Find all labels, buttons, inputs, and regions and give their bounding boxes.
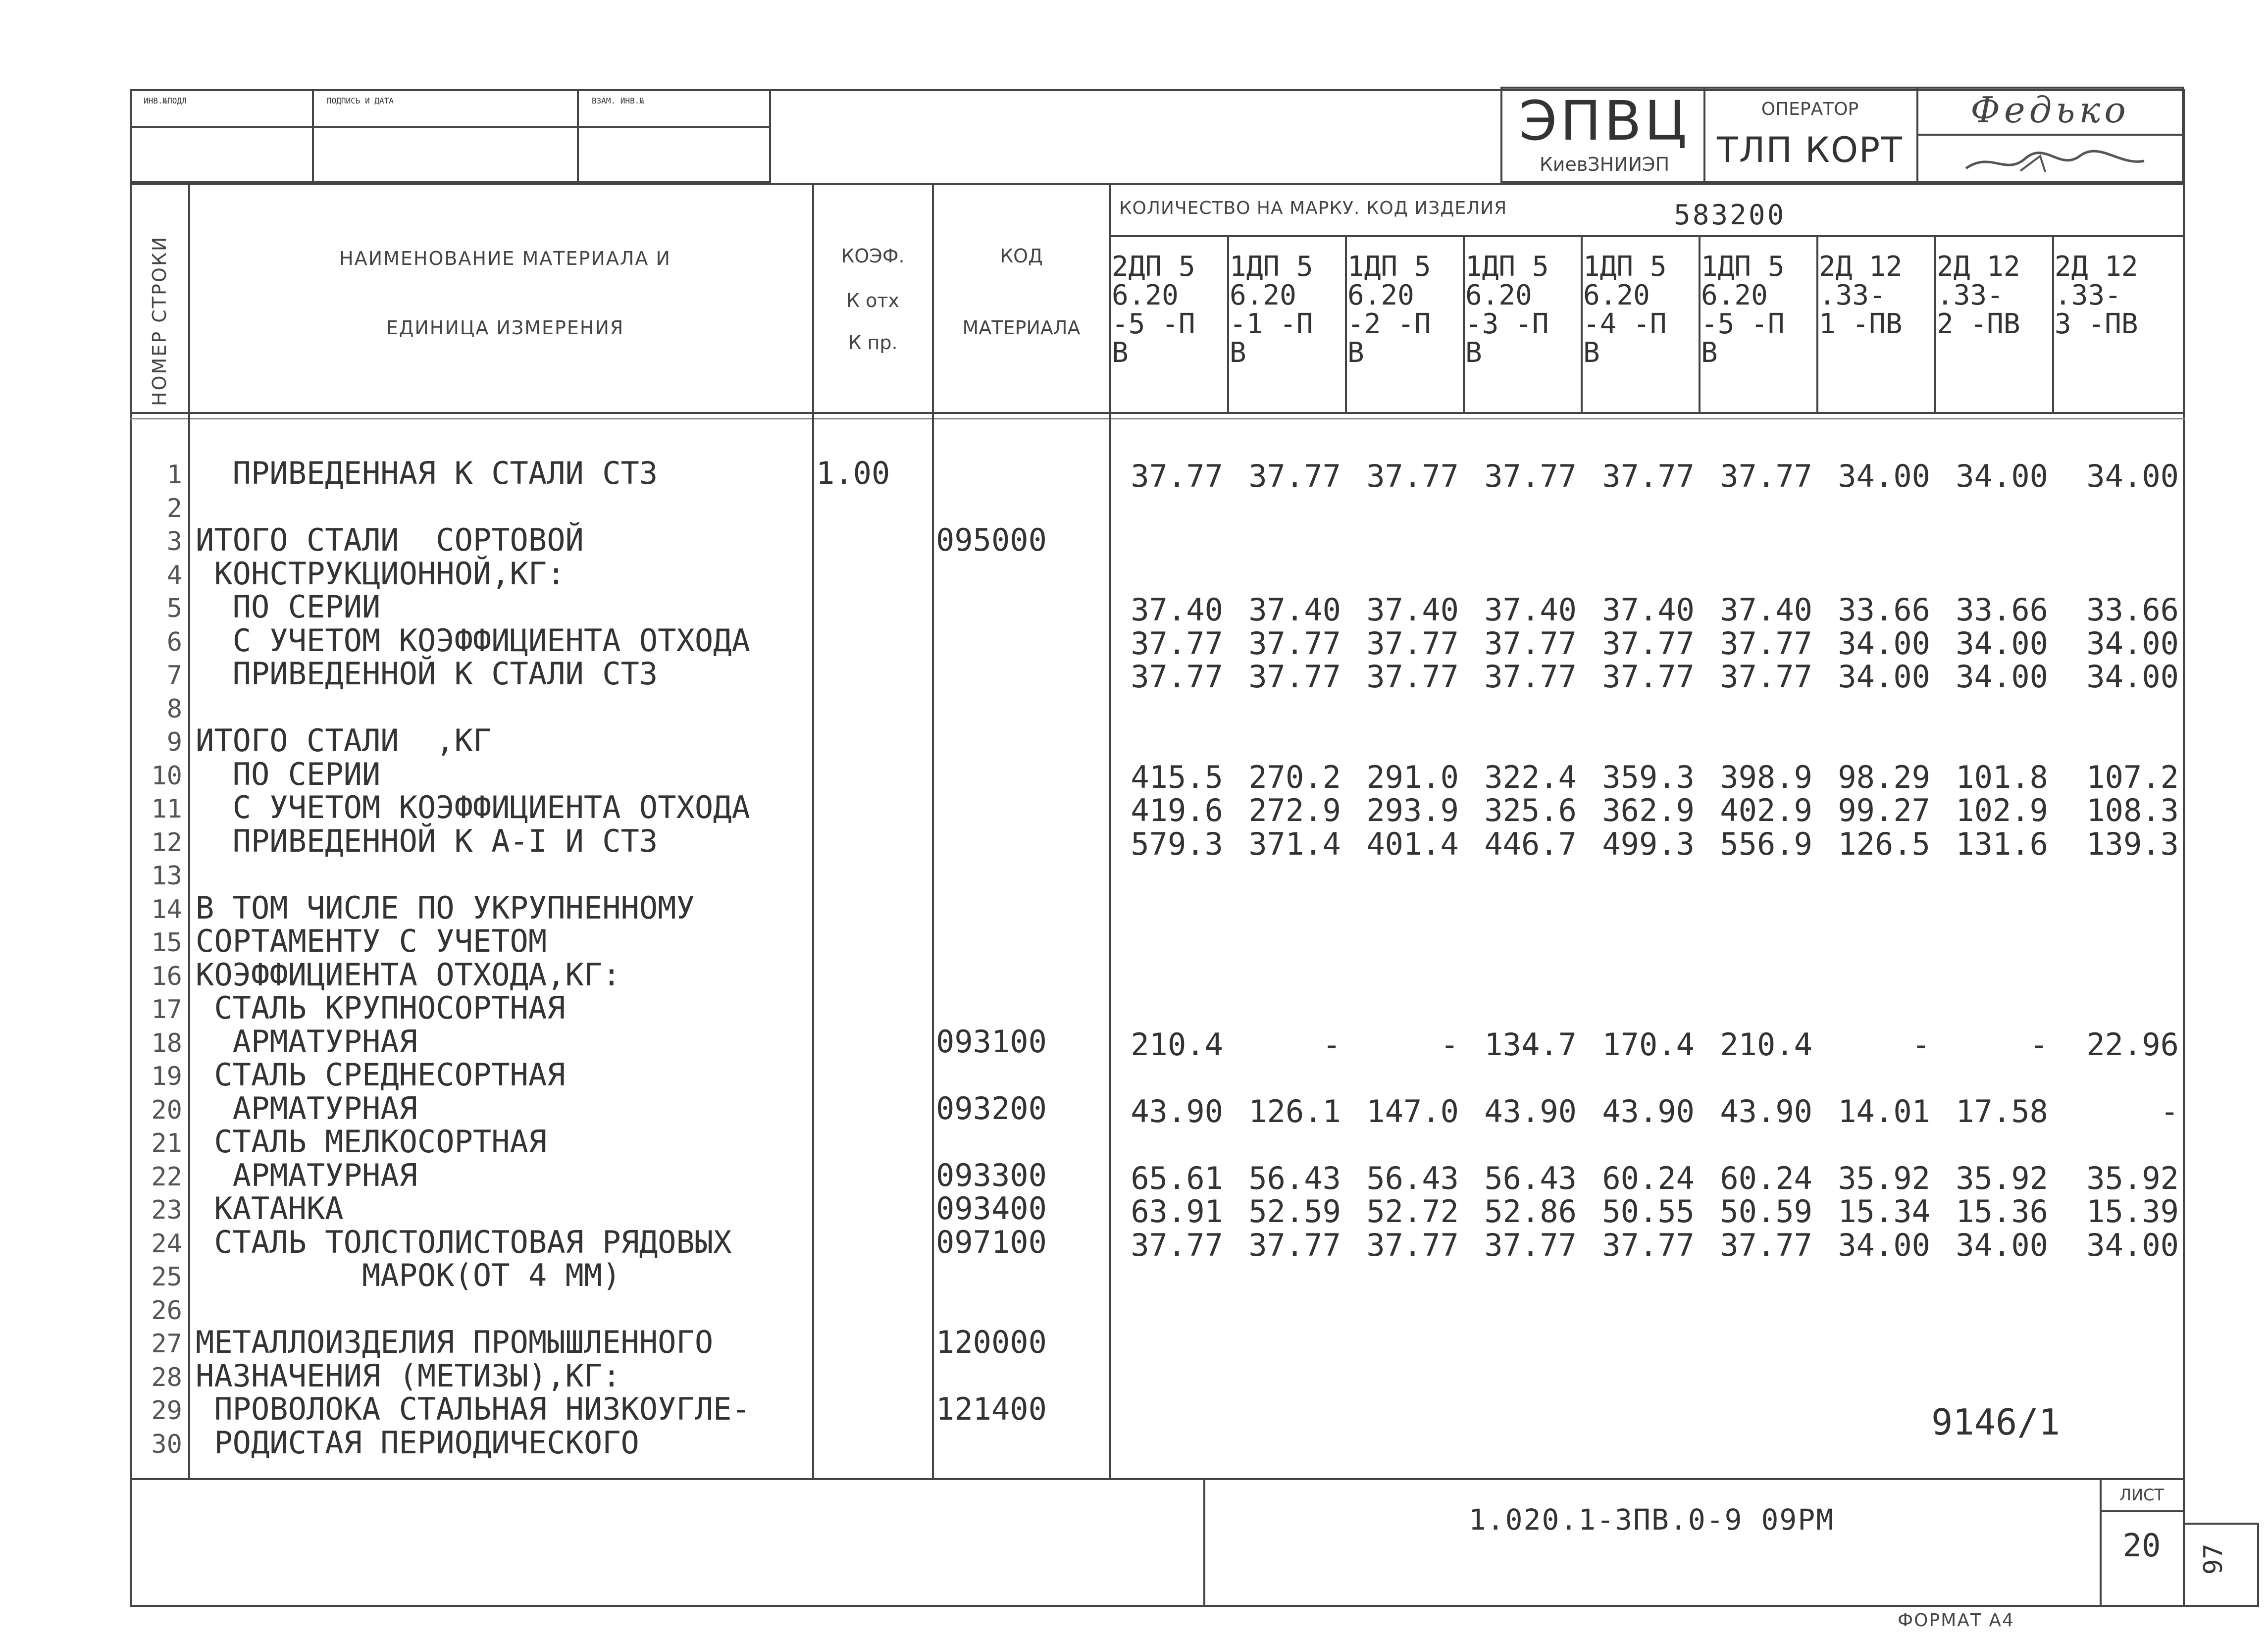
quantity-value: 579.3	[1131, 825, 1223, 862]
row-number: 26	[151, 1295, 182, 1326]
quantity-value: 37.77	[1484, 659, 1577, 695]
quantity-value: 107.2	[2086, 759, 2179, 795]
quantity-value: 37.77	[1366, 458, 1459, 494]
row-number: 11	[151, 794, 182, 824]
quantity-value: 37.77	[1484, 1227, 1577, 1263]
coef-label-3: К пр.	[848, 332, 898, 354]
row-number: 22	[151, 1162, 182, 1192]
row-number: 17	[151, 995, 182, 1025]
quantity-value: 22.96	[2086, 1026, 2179, 1063]
quantity-value: 325.6	[1484, 792, 1577, 828]
row-number: 1	[166, 460, 182, 490]
row-number: 6	[166, 627, 182, 657]
quantity-value: 63.91	[1131, 1193, 1223, 1230]
code-label: КОД	[1000, 245, 1043, 267]
quantity-value: 15.36	[1956, 1193, 2048, 1230]
quantity-value: 33.66	[1956, 592, 2048, 628]
qty-label: КОЛИЧЕСТВО НА МАРКУ. КОД ИЗДЕЛИЯ	[1119, 198, 1507, 218]
quantity-value: 37.77	[1602, 458, 1695, 494]
quantity-value: 402.9	[1720, 792, 1812, 828]
quantity-value: 34.00	[1838, 625, 1930, 662]
col-divider	[1699, 235, 1701, 412]
signature: Федько	[1970, 89, 2130, 131]
quantity-value: 37.77	[1248, 659, 1341, 695]
quantity-value: 34.00	[2086, 659, 2179, 695]
quantity-value: 35.92	[1956, 1160, 2048, 1196]
row-number: 29	[151, 1396, 182, 1426]
quantity-value: 34.00	[2086, 1227, 2179, 1263]
quantity-value: 37.77	[1602, 659, 1695, 695]
row-number: 23	[151, 1195, 182, 1225]
quantity-value: 37.77	[1131, 659, 1223, 695]
material-name: ИТОГО СТАЛИ ,КГ	[196, 722, 492, 759]
footer-line-2	[2100, 1510, 2185, 1512]
quantity-value: 37.77	[1720, 659, 1812, 695]
material-code: 121400	[936, 1391, 1047, 1427]
quantity-value: 43.90	[1720, 1093, 1812, 1129]
quantity-value: 33.66	[1838, 592, 1930, 628]
quantity-value: 37.77	[1720, 1227, 1812, 1263]
material-name: ПО СЕРИИ	[196, 589, 381, 625]
col-divider	[1227, 235, 1229, 412]
quantity-value: 50.55	[1602, 1193, 1695, 1230]
quantity-value: 147.0	[1366, 1093, 1459, 1129]
quantity-value: -	[1322, 1026, 1341, 1063]
material-name: ПО СЕРИИ	[196, 756, 381, 792]
quantity-value: 362.9	[1602, 792, 1695, 828]
quantity-value: 43.90	[1602, 1093, 1695, 1129]
quantity-value: 65.61	[1131, 1160, 1223, 1196]
material-code: 093300	[936, 1157, 1047, 1193]
quantity-value: -	[1911, 1026, 1930, 1063]
quantity-value: 359.3	[1602, 759, 1695, 795]
column-header-8: 2Д 12 .33- 2 -ПВ	[1937, 251, 2020, 340]
quantity-value: 499.3	[1602, 825, 1695, 862]
material-name: КОЭФФИЦИЕНТА ОТХОДА,КГ:	[196, 956, 621, 993]
quantity-value: 52.72	[1366, 1193, 1459, 1230]
quantity-value: 37.77	[1131, 1227, 1223, 1263]
quantity-value: 37.77	[1602, 625, 1695, 662]
quantity-value: 37.77	[1720, 458, 1812, 494]
quantity-value: 56.43	[1484, 1160, 1577, 1196]
row-number: 30	[151, 1429, 182, 1459]
quantity-value: 98.29	[1838, 759, 1930, 795]
quantity-value: 37.40	[1602, 592, 1695, 628]
col-divider	[932, 183, 934, 1478]
stamp-divider	[130, 126, 771, 128]
col-divider	[812, 183, 814, 1478]
quantity-value: 34.00	[2086, 625, 2179, 662]
material-name: ПРИВЕДЕННАЯ К СТАЛИ СТ3	[196, 455, 658, 491]
quantity-value: 34.00	[1838, 1227, 1930, 1263]
header-bottom-2	[130, 418, 2185, 419]
row-number: 2	[166, 493, 182, 523]
column-header-9: 2Д 12 .33- 3 -ПВ	[2055, 251, 2138, 340]
operator-label: ОПЕРАТОР	[1761, 99, 1859, 119]
quantity-value: 108.3	[2086, 792, 2179, 828]
quantity-value: 126.1	[1248, 1093, 1341, 1129]
material-name: НАЗНАЧЕНИЯ (МЕТИЗЫ),КГ:	[196, 1357, 621, 1394]
material-name-label: НАИМЕНОВАНИЕ МАТЕРИАЛА И	[339, 248, 671, 269]
row-number: 15	[151, 928, 182, 958]
col-divider	[1345, 235, 1347, 412]
quantity-value: 37.77	[1131, 458, 1223, 494]
quantity-value: 56.43	[1248, 1160, 1341, 1196]
material-code: 095000	[936, 522, 1047, 558]
quantity-value: 34.00	[1956, 659, 2048, 695]
column-header-4: 1ДП 5 6.20 -3 -П В	[1465, 251, 1549, 369]
quantity-value: 401.4	[1366, 825, 1459, 862]
material-name: ПРИВЕДЕННОЙ К СТАЛИ СТ3	[196, 656, 658, 692]
quantity-value: 34.00	[1956, 1227, 2048, 1263]
material-name: ИТОГО СТАЛИ СОРТОВОЙ	[196, 522, 584, 558]
row-number: 3	[166, 527, 182, 557]
material-name: С УЧЕТОМ КОЭФФИЦИЕНТА ОТХОДА	[196, 789, 750, 825]
quantity-value: 37.77	[1484, 458, 1577, 494]
quantity-value: 37.77	[1602, 1227, 1695, 1263]
material-name: ПРИВЕДЕННОЙ К А-I И СТ3	[196, 822, 658, 859]
sheet-note: 9146/1	[1931, 1401, 2061, 1443]
column-header-1: 2ДП 5 6.20 -5 -П В	[1112, 251, 1195, 369]
column-header-6: 1ДП 5 6.20 -5 -П В	[1701, 251, 1785, 369]
sheet-label: ЛИСТ	[2119, 1486, 2164, 1504]
coef-label-2: К отх	[846, 290, 899, 311]
material-name: ПРОВОЛОКА СТАЛЬНАЯ НИЗКОУГЛЕ-	[196, 1391, 750, 1427]
qty-header-line	[1109, 235, 2185, 237]
quantity-value: 37.77	[1131, 625, 1223, 662]
material-code: 120000	[936, 1324, 1047, 1360]
material-name: СТАЛЬ ТОЛСТОЛИСТОВАЯ РЯДОВЫХ	[196, 1224, 732, 1260]
quantity-value: 34.00	[1956, 458, 2048, 494]
quantity-value: 556.9	[1720, 825, 1812, 862]
document-code: 1.020.1-3ПВ.0-9 09РМ	[1468, 1503, 1835, 1537]
org-divider	[1916, 134, 2184, 136]
material-name: РОДИСТАЯ ПЕРИОДИЧЕСКОГО	[196, 1424, 639, 1461]
quantity-value: 415.5	[1131, 759, 1223, 795]
quantity-value: 419.6	[1131, 792, 1223, 828]
row-number: 24	[151, 1229, 182, 1259]
inv-label: ИНВ.№ПОДЛ	[144, 96, 187, 105]
col-divider	[1463, 235, 1465, 412]
quantity-value: 60.24	[1720, 1160, 1812, 1196]
quantity-value: 50.59	[1720, 1193, 1812, 1230]
quantity-value: 37.40	[1484, 592, 1577, 628]
quantity-value: 170.4	[1602, 1026, 1695, 1063]
stamp-divider	[577, 89, 579, 183]
quantity-value: 43.90	[1484, 1093, 1577, 1129]
row-number: 27	[151, 1329, 182, 1359]
quantity-value: 33.66	[2086, 592, 2179, 628]
quantity-value: 293.9	[1366, 792, 1459, 828]
material-code: 093400	[936, 1190, 1047, 1227]
unit-label: ЕДИНИЦА ИЗМЕРЕНИЯ	[386, 317, 624, 339]
vzam-label: ВЗАМ. ИНВ.№	[592, 96, 644, 105]
row-number: 9	[166, 727, 182, 757]
material-name: СОРТАМЕНТУ С УЧЕТОМ	[196, 923, 547, 959]
product-code: 583200	[1674, 199, 1786, 231]
row-number: 5	[166, 594, 182, 623]
row-number: 19	[151, 1062, 182, 1091]
row-number: 21	[151, 1129, 182, 1158]
quantity-value: 398.9	[1720, 759, 1812, 795]
material-name: СТАЛЬ МЕЛКОСОРТНАЯ	[196, 1124, 547, 1160]
stamp-divider	[312, 89, 314, 183]
quantity-value: 37.40	[1248, 592, 1341, 628]
material-code: 097100	[936, 1224, 1047, 1260]
row-number: 4	[166, 560, 182, 590]
row-number: 14	[151, 894, 182, 924]
row-number: 13	[151, 861, 182, 891]
quantity-value: 37.77	[1366, 1227, 1459, 1263]
material-name: СТАЛЬ КРУПНОСОРТНАЯ	[196, 990, 566, 1026]
org-sub: КиевЗНИИЭП	[1539, 154, 1670, 175]
row-number-label: НОМЕР СТРОКИ	[149, 235, 170, 406]
material-code: 093200	[936, 1090, 1047, 1127]
code-label-2: МАТЕРИАЛА	[962, 317, 1081, 339]
quantity-value: 15.34	[1838, 1193, 1930, 1230]
row-number: 10	[151, 761, 182, 791]
col-divider	[1934, 235, 1936, 412]
quantity-value: 101.8	[1956, 759, 2048, 795]
row-number: 7	[166, 661, 182, 690]
quantity-value: 56.43	[1366, 1160, 1459, 1196]
quantity-value: 102.9	[1956, 792, 2048, 828]
quantity-value: 371.4	[1248, 825, 1341, 862]
quantity-value: 291.0	[1366, 759, 1459, 795]
col-divider	[1816, 235, 1818, 412]
signature-scribble	[1961, 141, 2149, 181]
quantity-value: 37.77	[1484, 625, 1577, 662]
row-number: 8	[166, 694, 182, 724]
material-name: С УЧЕТОМ КОЭФФИЦИЕНТА ОТХОДА	[196, 622, 750, 659]
footer-line	[130, 1478, 2185, 1480]
quantity-value: 272.9	[1248, 792, 1341, 828]
quantity-value: 126.5	[1838, 825, 1930, 862]
quantity-value: -	[2029, 1026, 2048, 1063]
sign-label: ПОДПИСЬ И ДАТА	[327, 96, 394, 105]
col-divider	[2052, 235, 2054, 412]
material-name: МЕТАЛЛОИЗДЕЛИЯ ПРОМЫШЛЕННОГО	[196, 1324, 714, 1360]
coef-value: 1.00	[816, 455, 890, 491]
quantity-value: 60.24	[1602, 1160, 1695, 1196]
quantity-value: 37.77	[1366, 625, 1459, 662]
quantity-value: 34.00	[1956, 625, 2048, 662]
quantity-value: 34.00	[1838, 659, 1930, 695]
material-name: АРМАТУРНАЯ	[196, 1023, 417, 1060]
material-name: В ТОМ ЧИСЛЕ ПО УКРУПНЕННОМУ	[196, 889, 695, 926]
column-header-3: 1ДП 5 6.20 -2 -П В	[1347, 251, 1431, 369]
quantity-value: 37.40	[1366, 592, 1459, 628]
row-number: 18	[151, 1028, 182, 1058]
quantity-value: 139.3	[2086, 825, 2179, 862]
row-number: 28	[151, 1362, 182, 1392]
quantity-value: 99.27	[1838, 792, 1930, 828]
column-header-2: 1ДП 5 6.20 -1 -П В	[1230, 251, 1313, 369]
row-number: 25	[151, 1262, 182, 1292]
material-name: АРМАТУРНАЯ	[196, 1090, 417, 1127]
quantity-value: 15.39	[2086, 1193, 2179, 1230]
quantity-value: 34.00	[1838, 458, 1930, 494]
column-header-5: 1ДП 5 6.20 -4 -П В	[1583, 251, 1667, 369]
quantity-value: 446.7	[1484, 825, 1577, 862]
quantity-value: 52.59	[1248, 1193, 1341, 1230]
coef-label: КОЭФ.	[841, 245, 905, 267]
quantity-value: 210.4	[1720, 1026, 1812, 1063]
org-name: ЭПВЦ	[1519, 89, 1690, 153]
footer-divider	[2100, 1478, 2102, 1607]
quantity-value: 37.40	[1131, 592, 1223, 628]
row-number: 20	[151, 1095, 182, 1125]
quantity-value: 37.77	[1366, 659, 1459, 695]
quantity-value: 37.77	[1248, 625, 1341, 662]
quantity-value: 37.40	[1720, 592, 1812, 628]
material-name: МАРОК(ОТ 4 ММ)	[196, 1257, 621, 1293]
column-header-7: 2Д 12 .33- 1 -ПВ	[1819, 251, 1903, 340]
quantity-value: 270.2	[1248, 759, 1341, 795]
footer-divider	[1203, 1478, 1205, 1607]
quantity-value: 17.58	[1956, 1093, 2048, 1129]
row-number: 12	[151, 827, 182, 858]
quantity-value: 14.01	[1838, 1093, 1930, 1129]
operator-value: ТЛП КОРТ	[1716, 130, 1904, 170]
quantity-value: -	[2160, 1093, 2179, 1129]
material-code: 093100	[936, 1023, 1047, 1060]
quantity-value: 52.86	[1484, 1193, 1577, 1230]
quantity-value: 35.92	[2086, 1160, 2179, 1196]
header-bottom	[130, 412, 2185, 414]
quantity-value: 34.00	[2086, 458, 2179, 494]
quantity-value: 37.77	[1720, 625, 1812, 662]
sheet-number: 20	[2122, 1528, 2161, 1564]
quantity-value: 131.6	[1956, 825, 2048, 862]
material-name: КОНСТРУКЦИОННОЙ,КГ:	[196, 555, 566, 592]
material-name: КАТАНКА	[196, 1190, 344, 1227]
row-number: 16	[151, 961, 182, 991]
org-divider	[1703, 87, 1705, 183]
quantity-value: 37.77	[1248, 458, 1341, 494]
material-name: СТАЛЬ СРЕДНЕСОРТНАЯ	[196, 1057, 566, 1093]
quantity-value: 322.4	[1484, 759, 1577, 795]
format-label: ФОРМАТ А4	[1898, 1610, 2014, 1631]
quantity-value: 35.92	[1838, 1160, 1930, 1196]
quantity-value: 37.77	[1248, 1227, 1341, 1263]
quantity-value: -	[1440, 1026, 1459, 1063]
quantity-value: 134.7	[1484, 1026, 1577, 1063]
material-name: АРМАТУРНАЯ	[196, 1157, 417, 1193]
col-divider	[1581, 235, 1583, 412]
col-divider	[188, 183, 190, 1478]
side-mark: 97	[2199, 1543, 2228, 1575]
quantity-value: 43.90	[1131, 1093, 1223, 1129]
quantity-value: 210.4	[1131, 1026, 1223, 1063]
